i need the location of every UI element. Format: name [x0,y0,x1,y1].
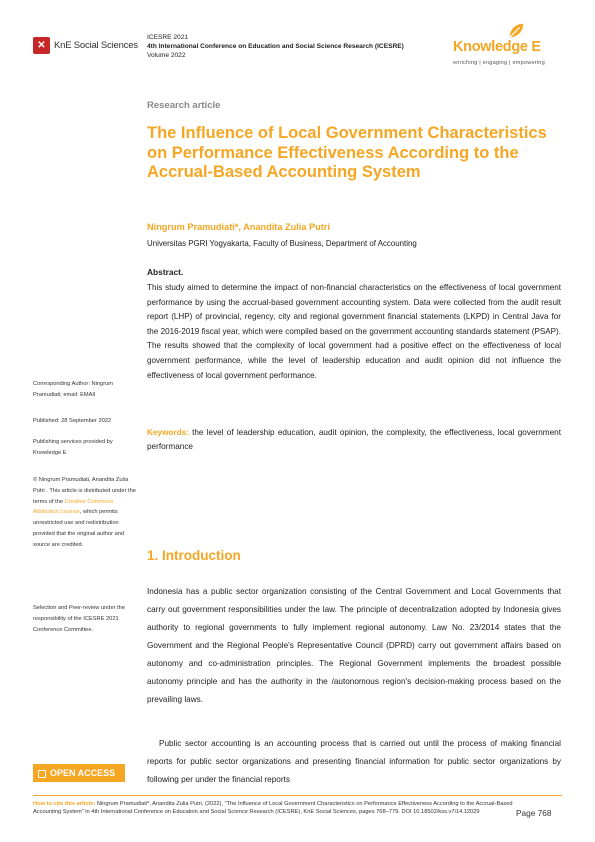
conference-info [147,33,404,60]
published-date: Published: 28 September 2022 [33,418,112,424]
abstract-text: This study aimed to determine the impact of non-financial characteristics on the effectiveness of local government performance by using the accrual-based government accounting system. Data were collected from the audit result report (LHP) of provincial, regency, city and regional government financial statements (LKPD) in Central Java for the 2016-2019 fiscal year, which were compiled based on the government accounting standards statement (PSAP). The results showed that the complexity of local government had a positive effect on the effectiveness of local government performance, while the level of leadership education and audit opinion did not influence the effectiveness of local government performance. [147,283,561,380]
body-paragraph: Public sector accounting is an accounting process that is carried out until the process of making financial reports for public sector organizations and presenting financial information for public sector organizations by following per under the financial reports [147,739,561,784]
body-paragraph: Indonesia has a public sector organization consisting of the Central Government and Local Governments that carry out government responsibilities under the law. The principle of decentralization adopted by Indonesia gives authority to regional governments to fully implement regional autonomy. Law No. 23/2014 states that the Government and the Regional People's Representative Council (DPRD) carry out government affairs based on autonomy and co-administration principles. The Regional Government implements the broadest possible autonomy principle and has the authority in the /autonomous region's decision-making process based on the prevailing laws. [147,587,561,704]
conference-name: 4th International Conference on Education and Social Science Research (ICESRE) [147,43,404,50]
citation-block [33,800,515,816]
knowledge-e-logo-name: Knowledge E [453,39,541,55]
article-title: The Influence of Local Government Characteristics on Performance Effectiveness According to the Accrual-Based Accounting System [147,124,547,181]
keywords [147,426,561,454]
conference-volume: Volume 2022 [147,52,186,59]
license-text-post: , which permits unrestricted use and redistribution provided that the original author and source are credited. [33,509,125,548]
keywords-label: Keywords: [147,428,189,437]
keywords-text: the level of leadership education, audit opinion, the complexity, the effectiveness, local government performance [147,428,561,451]
author-list: Ningrum Pramudiati*, Anandita Zulia Putri [147,222,330,232]
leaf-icon [507,22,525,40]
conference-acronym: ICESRE 2021 [147,34,189,41]
creative-commons-link[interactable]: Creative Commons Attribution License [33,498,114,516]
license-statement [33,475,140,551]
corresponding-author: Corresponding Author: Ningrum Pramudiati; email: EMAIl [33,381,113,398]
article-type: Research article [147,100,221,111]
kne-social-sciences-logo [33,34,143,56]
footer-divider [33,795,562,796]
citation-label: How to cite this article: [33,801,96,807]
publisher-logo-text: KnE Social Sciences [54,39,138,51]
section-heading-introduction: 1. Introduction [147,548,241,563]
publishing-services: Publishing services provided by Knowledge E [33,439,113,456]
kne-logo-icon: ✕ [33,37,50,54]
citation-text: Ningrum Pramudiati*, Anandita Zulia Putri, (2022), "The Influence of Local Government Characteristics on Performance Effectiveness According to the Accrual-Based Accounting System" in 4th International Conference on Education and Social Science Research (ICESRE), KnE Social Sciences, pages 768–779. DOI 10.18502/kss.v7i14.12029 [33,801,513,815]
peer-review-statement: Selection and Peer-review under the responsibility of the ICESRE 2021 Conference Committee. [33,605,126,633]
license-text-pre: © Ningrum Pramudiati, Anandita Zulia Putri . This article is distributed under the terms of the [33,477,136,505]
knowledge-e-logo [453,22,563,74]
open-access-label: OPEN ACCESS [50,768,116,778]
open-access-badge [33,764,125,782]
lock-icon [38,770,46,778]
author-affiliation: Universitas PGRI Yogyakarta, Faculty of Business, Department of Accounting [147,239,417,248]
knowledge-e-logo-tagline: enriching | engaging | empowering [453,60,545,66]
abstract-heading: Abstract. [147,267,184,277]
page-number: Page 768 [516,808,552,818]
